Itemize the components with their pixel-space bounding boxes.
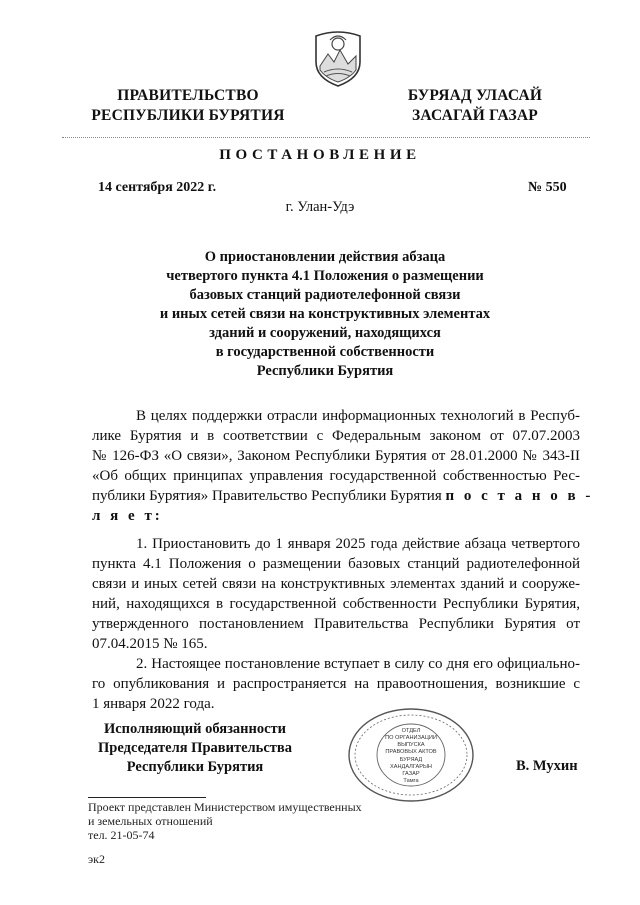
signatory-position-line: Республики Бурятия <box>126 759 264 775</box>
preamble-line: «Об общих принципах управления государственной собственностью Рес- <box>92 468 580 484</box>
signatory-position-line: Исполняющий обязанности <box>103 721 287 737</box>
title-line: Республики Бурятия <box>256 363 394 379</box>
document-date: 14 сентября 2022 г. <box>98 180 217 195</box>
stamp-text: ХАНДАЛГАРЫН <box>390 764 432 770</box>
clause-2-line: 1 января 2022 года. <box>92 696 215 712</box>
issuer-ru-line1: ПРАВИТЕЛЬСТВО <box>117 87 259 104</box>
clause-1-line: 1. Приостановить до 1 января 2025 года действие абзаца четвертого <box>136 536 580 552</box>
footnote-rule <box>88 797 206 798</box>
coat-of-arms-icon <box>310 26 366 88</box>
title-line: О приостановлении действия абзаца <box>204 249 446 265</box>
title-line: и иных сетей связи на конструктивных элементах <box>159 306 491 322</box>
title-line: четвертого пункта 4.1 Положения о размещении <box>166 268 484 284</box>
footnote-line: и земельных отношений <box>88 814 213 828</box>
issuer-bua-line2: ЗАСАГАЙ ГАЗАР <box>412 107 538 124</box>
official-stamp <box>346 706 476 804</box>
clause-2 <box>92 654 580 714</box>
clause-1-line: связи и иных сетей связи на конструктивных элементах зданий и сооруже- <box>92 576 580 592</box>
footnote-line: тел. 21-05-74 <box>88 828 155 842</box>
issuer-name-buryat <box>390 86 560 126</box>
document-type: ПОСТАНОВЛЕНИЕ <box>219 147 421 163</box>
footnote <box>88 800 362 842</box>
title-line: в государственной собственности <box>215 344 435 360</box>
clause-2-line: 2. Настоящее постановление вступает в силу со дня его официально- <box>136 656 580 672</box>
preamble-decree-end <box>92 506 580 526</box>
preamble-line: № 126-ФЗ «О связи», Законом Республики Бурятия от 28.01.2000 № 343-II <box>92 448 580 464</box>
footnote-line: Проект представлен Министерством имущественных <box>88 800 362 814</box>
document-city: г. Улан-Удэ <box>285 199 355 215</box>
preamble-line: публики Бурятия» Правительство Республики Бурятия <box>92 488 442 504</box>
document-title <box>140 248 510 381</box>
signatory-name: В. Мухин <box>516 758 578 774</box>
clause-2-line: го опубликования и распространяется на правоотношения, возникшие с <box>92 676 580 692</box>
clause-1 <box>92 534 580 654</box>
stamp-text: Тамга <box>403 778 419 784</box>
title-line: базовых станций радиотелефонной связи <box>189 287 461 303</box>
decree-word-part2: л я е т: <box>92 508 163 524</box>
preamble-paragraph <box>92 406 594 526</box>
preamble-line: лике Бурятия и в соответствии с Федеральным законом от 07.07.2003 <box>92 428 580 444</box>
decree-word-part1: п о с т а н о в - <box>445 488 594 504</box>
preamble-line-with-decree <box>92 486 594 506</box>
header-divider <box>62 137 590 138</box>
issuer-name-russian <box>88 86 288 126</box>
issuer-bua-line1: БУРЯАД УЛАСАЙ <box>407 87 543 104</box>
preamble-line: В целях поддержки отрасли информационных технологий в Респуб- <box>136 408 580 424</box>
stamp-text: ВЫПУСКА <box>397 742 425 748</box>
clause-1-line: 07.04.2015 № 165. <box>92 636 208 652</box>
document-code: эк2 <box>88 852 105 866</box>
stamp-text: ПО ОРГАНИЗАЦИИ <box>385 735 437 741</box>
clause-1-line: утвержденного постановлением Правительства Республики Бурятия от <box>92 616 580 632</box>
document-number: № 550 <box>528 180 567 195</box>
signatory-position <box>90 720 300 777</box>
issuer-ru-line2: РЕСПУБЛИКИ БУРЯТИЯ <box>91 107 285 124</box>
stamp-text: ПРАВОВЫХ АКТОВ <box>385 749 437 755</box>
title-line: зданий и сооружений, находящихся <box>209 325 441 341</box>
stamp-text: БУРЯАД <box>399 757 423 763</box>
stamp-text: ГАЗАР <box>402 771 420 777</box>
signatory-position-line: Председателя Правительства <box>98 740 292 756</box>
clause-1-line: пункта 4.1 Положения о размещении базовых станций радиотелефонной <box>92 556 580 572</box>
stamp-text: ОТДЕЛ <box>401 728 421 734</box>
clause-1-line: ний, находящихся в государственной собственности Республики Бурятия, <box>92 596 580 612</box>
